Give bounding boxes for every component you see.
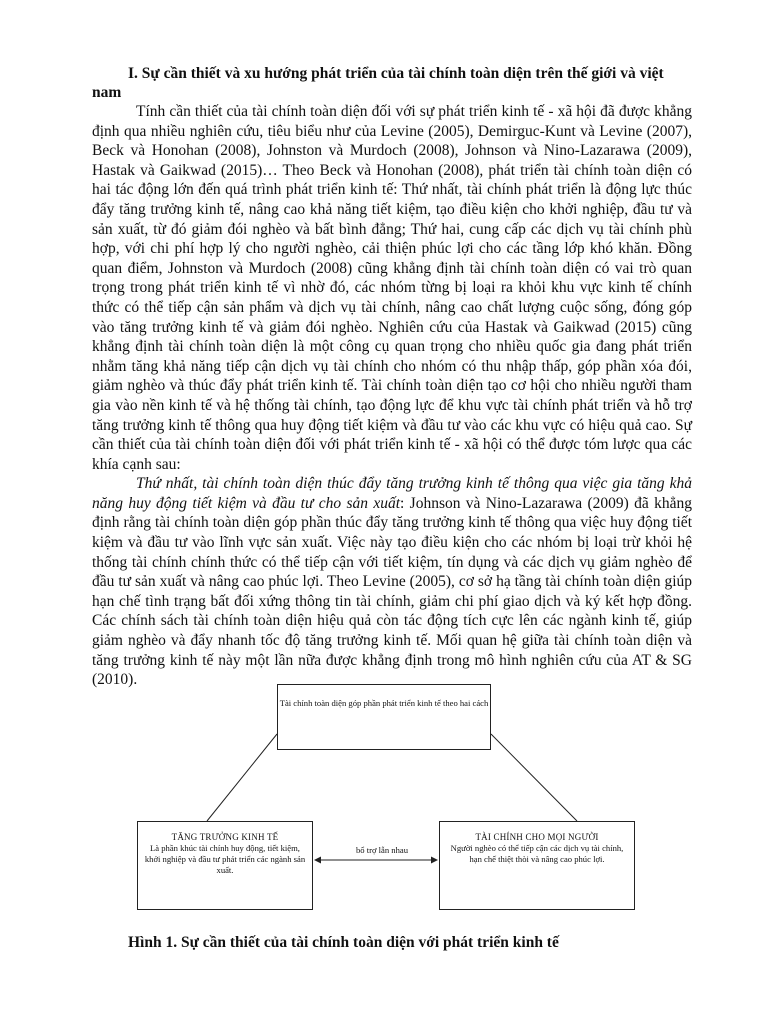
diagram-box-right-text: Người nghèo có thể tiếp cận các dịch vụ tài chính, hạn chế thiệt thòi và nâng cao phúc lợi. [450, 843, 624, 864]
connector-right [491, 734, 577, 821]
diagram-box-left-text: Là phần khúc tài chính huy động, tiết kiệm, khởi nghiệp và đầu tư phát triển các ngành sản xuất. [144, 843, 306, 875]
figure-diagram [137, 684, 635, 910]
figure-caption: Hình 1. Sự cần thiết của tài chính toàn diện với phát triển kinh tế [128, 934, 559, 951]
diagram-box-left [137, 821, 313, 910]
connector-left [207, 734, 277, 821]
diagram-box-top [277, 684, 491, 750]
diagram-box-right-title: TÀI CHÍNH CHO MỌI NGƯỜI [475, 832, 599, 842]
diagram-box-top-text: Tài chính toàn diện góp phần phát triển kinh tế theo hai cách [279, 698, 489, 708]
paragraph-2-rest: : Johnson và Nino-Lazarawa (2009) đã khẳng định rằng tài chính toàn diện góp phần thúc đẩy tăng trưởng kinh tế thông qua việc huy động tiết kiệm và đầu tư vào lĩnh vực sản xuất. Việc này tạo điều kiện cho các nhóm bị loại trừ khỏi hệ thống tài chính chính thức có thể tiếp cận với tiết kiệm, tín dụng và các dịch vụ giảm nghèo để đầu tư sản xuất và nâng cao phúc lợi. Theo Levine (2005), cơ sở hạ tầng tài chính toàn diện giúp hạn chế tình trạng bất đối xứng thông tin tài chính, giảm chi phí giao dịch và ký kết hợp đồng. Các chính sách tài chính toàn diện hiệu quả còn tác động tích cực lên các ngành kinh tế, giúp giảm nghèo và đẩy nhanh tốc độ tăng trưởng kinh tế. Mối quan hệ giữa tài chính toàn diện và tăng trưởng kinh tế này một lần nữa được khẳng định trong mô hình nghiên cứu của AT & SG (2010). [92, 494, 692, 689]
diagram-box-right [439, 821, 635, 910]
diagram-box-left-title: TĂNG TRƯỞNG KINH TẾ [171, 832, 279, 842]
document-body [92, 64, 692, 690]
paragraph-2 [92, 474, 692, 690]
paragraph-2-italic: Thứ nhất, tài chính toàn diện thúc đẩy tăng trưởng kinh tế thông qua việc gia tăng khả năng huy động tiết kiệm và đầu tư cho sản xuất [92, 475, 692, 512]
diagram-arrow-label: bổ trợ lẫn nhau [355, 845, 409, 855]
paragraph-1: Tính cần thiết của tài chính toàn diện đối với sự phát triển kinh tế - xã hội đã được khẳng định qua nhiều nghiên cứu, tiêu biểu như của Levine (2005), Demirguc-Kunt và Levine (2007), Beck và Honohan (2008), Johnston và Murdoch (2008), Johnson và Nino-Lazarawa (2009), Hastak và Gaikwad (2015)… Theo Beck và Honohan (2008), phát triển tài chính toàn diện có hai tác động lớn đến quá trình phát triển kinh tế: Thứ nhất, tài chính phát triển là động lực thúc đẩy tăng trưởng kinh tế, nâng cao khả năng tiết kiệm, tạo điều kiện cho khởi nghiệp, đầu tư và sản xuất, từ đó giảm đói nghèo và bất bình đẳng; Thứ hai, cung cấp các dịch vụ tài chính phù hợp, với chi phí hợp lý cho người nghèo, cải thiện phúc lợi cho các tầng lớp khó khăn. Đồng quan điểm, Johnston và Murdoch (2008) cũng khẳng định tài chính toàn diện có vai trò quan trọng trong phát triển kinh tế vì nhờ đó, các nhóm từng bị loại ra khỏi khu vực kinh tế chính thức có thể tiếp cận sản phẩm và dịch vụ tài chính, nâng cao chất lượng cuộc sống, đóng góp vào tăng trưởng kinh tế và giảm đói nghèo. Nghiên cứu của Hastak và Gaikwad (2015) cũng khẳng định tài chính toàn diện là một công cụ quan trọng cho nhiều quốc gia đang phát triển nhằm tăng khả năng tiếp cận dịch vụ tài chính cho nhóm có thu nhập thấp, góp phần xóa đói, giảm nghèo và thúc đẩy phát triển kinh tế. Tài chính toàn diện tạo cơ hội cho nhiều người tham gia vào nền kinh tế và hệ thống tài chính, tạo động lực để khu vực tài chính phát triển và hỗ trợ tăng trưởng kinh tế thông qua huy động tiết kiệm và đầu tư vào các khu vực có hiệu quả cao. Sự cần thiết của tài chính toàn diện đối với phát triển kinh tế - xã hội có thể được tóm lược qua các khía cạnh sau: [92, 103, 692, 473]
section-heading: I. Sự cần thiết và xu hướng phát triển của tài chính toàn diện trên thế giới và việt nam [92, 65, 664, 101]
